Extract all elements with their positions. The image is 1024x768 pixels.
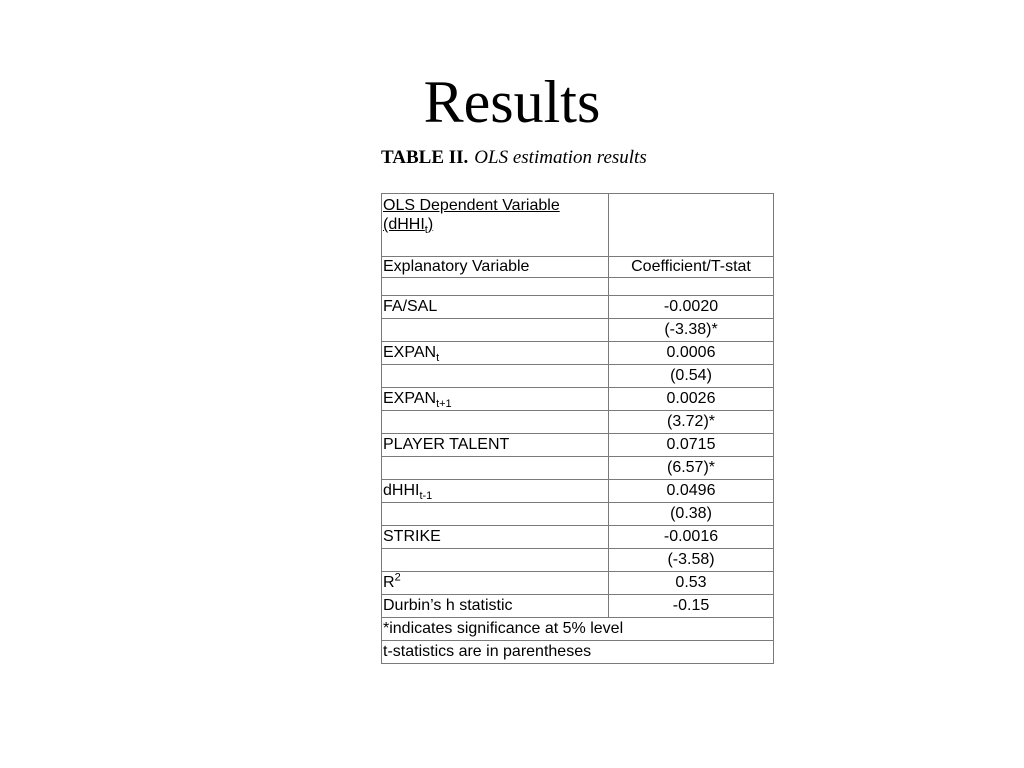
column-header-row xyxy=(382,257,774,278)
table-caption-label: TABLE II. xyxy=(381,147,469,168)
coefficient-rows xyxy=(382,296,774,572)
note-rows xyxy=(382,618,774,664)
statistic-row xyxy=(382,572,774,595)
dependent-variable-empty-cell xyxy=(609,194,774,257)
variable-name: $EXPAN_{t+1}$ xyxy=(382,388,609,411)
statistic-name: $R^2$ xyxy=(382,572,609,595)
tstat-value: (0.54) xyxy=(609,365,774,388)
coefficient-row xyxy=(382,296,774,319)
coefficient-row xyxy=(382,526,774,549)
statistic-value: -0.15 xyxy=(609,595,774,618)
tstat-row xyxy=(382,319,774,342)
tstat-row xyxy=(382,365,774,388)
tstat-value: (-3.38)* xyxy=(609,319,774,342)
dependent-variable-row xyxy=(382,194,774,257)
tstat-row xyxy=(382,411,774,434)
tstat-value: (6.57)* xyxy=(609,457,774,480)
variable-name: dHHI$_{t-1}$ xyxy=(382,480,609,503)
tstat-value: (3.72)* xyxy=(609,411,774,434)
coefficient-value: -0.0020 xyxy=(609,296,774,319)
table-caption-text: OLS estimation results xyxy=(474,147,647,168)
variable-name: STRIKE xyxy=(382,526,609,549)
slide-title: Results xyxy=(423,69,601,135)
variable-name: $EXPAN_t$ xyxy=(382,342,609,365)
table-note: *indicates significance at 5% level xyxy=(382,618,774,641)
tstat-value: (0.38) xyxy=(609,503,774,526)
note-row xyxy=(382,618,774,641)
coefficient-row xyxy=(382,480,774,503)
column-header-coefficient: Coefficient/T-stat xyxy=(609,257,774,278)
variable-name: PLAYER TALENT xyxy=(382,434,609,457)
coefficient-row xyxy=(382,388,774,411)
coefficient-row xyxy=(382,342,774,365)
coefficient-row xyxy=(382,434,774,457)
tstat-row xyxy=(382,503,774,526)
table-caption xyxy=(381,145,647,171)
dependent-variable-cell xyxy=(382,194,609,257)
tstat-value: (-3.58) xyxy=(609,549,774,572)
statistic-value: 0.53 xyxy=(609,572,774,595)
table-note: t-statistics are in parentheses xyxy=(382,641,774,664)
statistic-row xyxy=(382,595,774,618)
spacer-row xyxy=(382,278,774,296)
tstat-row xyxy=(382,457,774,480)
coefficient-value: -0.0016 xyxy=(609,526,774,549)
coefficient-value: 0.0496 xyxy=(609,480,774,503)
dependent-variable-label: OLS Dependent Variable xyxy=(383,197,560,214)
column-header-variable: Explanatory Variable xyxy=(382,257,609,278)
tstat-row xyxy=(382,549,774,572)
coefficient-value: 0.0026 xyxy=(609,388,774,411)
variable-name: FA/SAL xyxy=(382,296,609,319)
coefficient-value: 0.0006 xyxy=(609,342,774,365)
coefficient-value: 0.0715 xyxy=(609,434,774,457)
ols-results-table xyxy=(381,193,774,664)
note-row xyxy=(382,641,774,664)
statistics-rows xyxy=(382,572,774,618)
statistic-name: Durbin’s h statistic xyxy=(382,595,609,618)
dependent-variable-symbol: (dHHI$_t$) xyxy=(383,216,434,237)
